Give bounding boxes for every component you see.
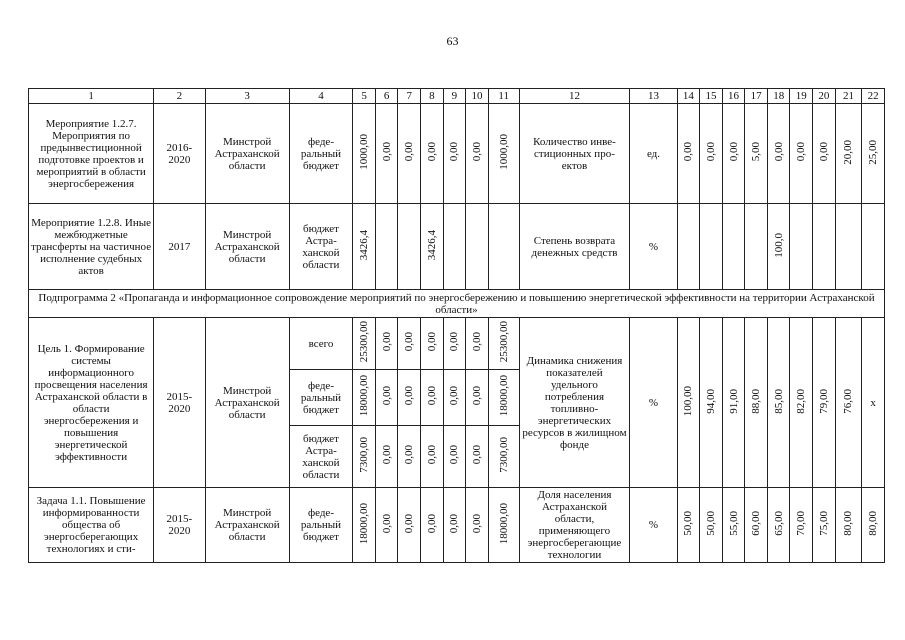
target-cell: 60,00 [750, 511, 763, 536]
value-cell: 0,00 [425, 142, 438, 162]
responsible: Минстрой Астраханской области [205, 488, 289, 563]
indicator-name: Количество инве-стиционных про-ектов [519, 104, 630, 204]
indicator-name: Динамика снижения показателей удельного потребления топливно-энергетических ресурсов в жилищном фонде [519, 318, 630, 488]
target-cell: 50,00 [704, 511, 717, 536]
header-cell: 8 [421, 89, 444, 104]
indicator-name: Степень возврата денежных средств [519, 204, 630, 290]
value-cell: 1000,00 [358, 134, 371, 170]
target-cell: 50,00 [682, 511, 695, 536]
header-cell: 13 [630, 89, 677, 104]
table-row [29, 488, 885, 563]
target-cell: 0,00 [682, 142, 695, 162]
value-cell: 25300,00 [358, 321, 371, 363]
target-cell: 80,00 [867, 511, 880, 536]
value-cell: 0,00 [448, 386, 461, 406]
responsible: Минстрой Астраханской области [205, 204, 289, 290]
value-cell: 3426,4 [425, 229, 438, 261]
target-cell: 0,00 [795, 142, 808, 162]
value-cell: 0,00 [448, 445, 461, 465]
header-cell: 9 [443, 89, 466, 104]
value-cell: 0,00 [425, 445, 438, 465]
target-cell: 82,00 [795, 388, 808, 414]
header-cell: 20 [813, 89, 836, 104]
value-cell: 0,00 [470, 445, 483, 465]
unit: ед. [630, 104, 677, 204]
target-cell: 94,00 [704, 388, 717, 414]
header-cell: 1 [29, 89, 154, 104]
value-cell: 0,00 [448, 513, 461, 534]
unit: % [630, 318, 677, 488]
value-cell: 0,00 [470, 386, 483, 406]
value-cell: 18000,00 [497, 502, 510, 545]
header-cell: 19 [790, 89, 813, 104]
target-cell: х [862, 318, 885, 488]
target-cell: 25,00 [867, 139, 880, 165]
target-cell: 79,00 [817, 388, 830, 414]
program-table [28, 88, 885, 563]
header-cell: 18 [767, 89, 790, 104]
subprogram-title: Подпрограмма 2 «Пропаганда и информационное сопровождение мероприятий по энергосбережению и повышению энергетической эффективности на территории Астраханской области» [29, 290, 885, 318]
value-cell: 0,00 [425, 332, 438, 352]
target-cell: 91,00 [727, 388, 740, 414]
period: 2016-2020 [154, 104, 205, 204]
target-cell: 55,00 [727, 511, 740, 536]
value-cell: 0,00 [448, 332, 461, 352]
header-cell: 2 [154, 89, 205, 104]
value-cell: 0,00 [380, 332, 393, 352]
unit: % [630, 204, 677, 290]
target-cell: 85,00 [772, 388, 785, 414]
value-cell: 0,00 [403, 332, 416, 352]
value-cell: 18000,00 [358, 502, 371, 545]
header-cell: 22 [862, 89, 885, 104]
target-cell: 5,00 [750, 142, 763, 162]
target-cell: 75,00 [817, 511, 830, 536]
target-cell: 80,00 [842, 511, 855, 536]
header-cell: 3 [205, 89, 289, 104]
target-cell: 20,00 [842, 139, 855, 165]
header-cell: 21 [835, 89, 862, 104]
value-cell: 7300,00 [358, 437, 371, 473]
value-cell: 0,00 [380, 513, 393, 534]
header-cell: 6 [375, 89, 398, 104]
target-cell: 76,00 [842, 388, 855, 414]
period: 2015-2020 [154, 318, 205, 488]
header-cell: 4 [289, 89, 353, 104]
table-row [29, 318, 885, 370]
target-cell: 100,0 [772, 232, 785, 258]
period: 2017 [154, 204, 205, 290]
funding-source: феде-ральный бюджет [289, 104, 353, 204]
value-cell: 0,00 [470, 142, 483, 162]
value-cell: 0,00 [403, 142, 416, 162]
value-cell: 0,00 [470, 332, 483, 352]
subprogram-row [29, 290, 885, 318]
header-cell: 14 [677, 89, 700, 104]
value-cell: 0,00 [403, 386, 416, 406]
header-cell: 10 [466, 89, 489, 104]
value-cell: 0,00 [403, 445, 416, 465]
funding-source: феде-ральный бюджет [289, 370, 353, 426]
target-cell: 0,00 [727, 142, 740, 162]
target-cell: 88,00 [750, 388, 763, 414]
target-cell: 65,00 [772, 511, 785, 536]
header-cell: 15 [700, 89, 723, 104]
value-cell: 18000,00 [358, 375, 371, 417]
indicator-name: Доля населения Астраханской области, применяющего энергосберегающие технологии [519, 488, 630, 563]
value-cell: 0,00 [380, 386, 393, 406]
target-cell: 0,00 [817, 142, 830, 162]
header-cell: 7 [398, 89, 421, 104]
value-cell: 0,00 [425, 386, 438, 406]
page-number: 63 [446, 34, 459, 48]
value-cell: 0,00 [425, 513, 438, 534]
period: 2015-2020 [154, 488, 205, 563]
target-cell: 0,00 [772, 142, 785, 162]
value-cell: 1000,00 [497, 134, 510, 170]
table-row [29, 104, 885, 204]
header-cell: 11 [488, 89, 519, 104]
value-cell: 0,00 [470, 513, 483, 534]
unit: % [630, 488, 677, 563]
header-row [29, 89, 885, 104]
value-cell: 0,00 [380, 142, 393, 162]
task-name: Задача 1.1. Повышение информированности общества об энергосберегающих технологиях и сти- [29, 488, 154, 563]
value-cell: 0,00 [380, 445, 393, 465]
value-cell: 0,00 [448, 142, 461, 162]
activity-name: Мероприятие 1.2.8. Иные межбюджетные трансферты на частичное исполнение судебных актов [29, 204, 154, 290]
funding-source: бюджет Астра-ханской области [289, 426, 353, 488]
header-cell: 5 [353, 89, 376, 104]
activity-name: Мероприятие 1.2.7. Мероприятия по предынвестиционной подготовке проектов и мероприятий в области энергосбережения [29, 104, 154, 204]
target-cell: 0,00 [704, 142, 717, 162]
funding-source: всего [289, 318, 353, 370]
value-cell: 7300,00 [497, 437, 510, 473]
header-cell: 16 [722, 89, 745, 104]
goal-name: Цель 1. Формирование системы информационного просвещения населения Астраханской области в области энергосбережения и повышения энергетической эффективности [29, 318, 154, 488]
target-cell: 70,00 [795, 511, 808, 536]
value-cell: 18000,00 [497, 375, 510, 417]
funding-source: бюджет Астра-ханской области [289, 204, 353, 290]
responsible: Минстрой Астраханской области [205, 104, 289, 204]
value-cell: 25300,00 [497, 321, 510, 363]
responsible: Минстрой Астраханской области [205, 318, 289, 488]
value-cell: 0,00 [403, 513, 416, 534]
header-cell: 17 [745, 89, 768, 104]
target-cell: 100,00 [682, 385, 695, 417]
value-cell: 3426,4 [358, 229, 371, 261]
table-row [29, 204, 885, 290]
header-cell: 12 [519, 89, 630, 104]
funding-source: феде-ральный бюджет [289, 488, 353, 563]
